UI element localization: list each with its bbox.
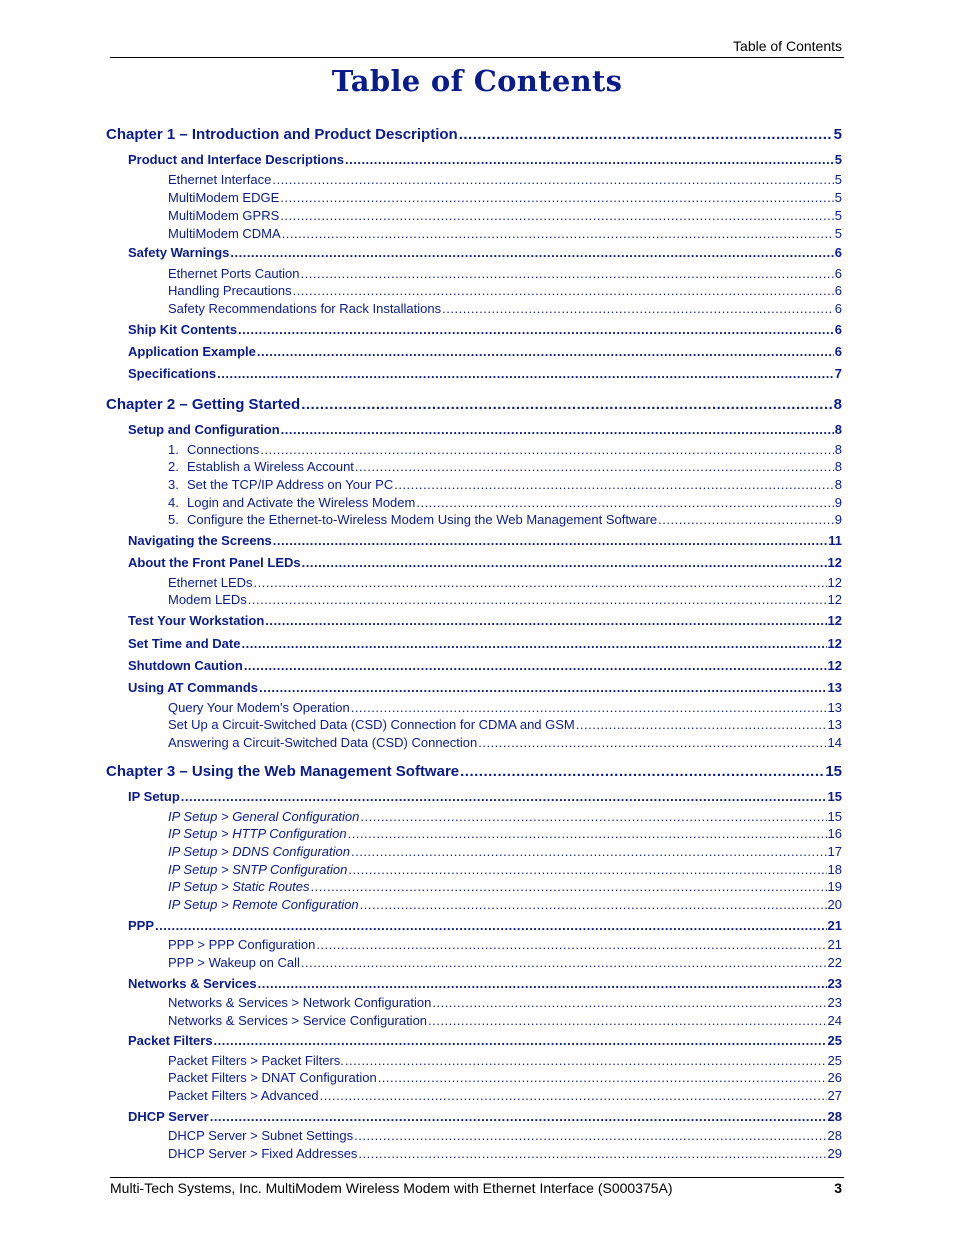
toc-section-entry[interactable] [128,636,842,651]
toc-entry-text: Networks & Services [128,976,257,991]
toc-entry-text: Chapter 3 – Using the Web Management Software [106,763,460,780]
toc-subsection-entry[interactable] [168,844,842,859]
header-rule [110,57,844,58]
toc-entry-text: Setup and Configuration [128,422,280,437]
toc-entry-text: PPP > Wakeup on Call [168,955,300,970]
toc-entry-text: Chapter 1 – Introduction and Product Description [106,126,458,143]
toc-entry-label [168,495,415,510]
toc-subsection-entry[interactable] [168,1013,842,1028]
toc-entry-text: Product and Interface Descriptions [128,152,344,167]
toc-entry-text: Networks & Services > Network Configuration [168,995,432,1010]
toc-entry-text: MultiModem GPRS [168,208,280,223]
toc-subsection-entry[interactable] [168,937,842,952]
toc-entry-label [168,862,347,877]
toc-entry-label [168,735,477,750]
toc-entry-text: Networks & Services > Service Configuration [168,1013,428,1028]
footer-rule [110,1177,844,1178]
toc-entry-text: Shutdown Caution [128,658,243,673]
toc-page-number: 28 [827,1128,842,1143]
toc-page-number: 27 [827,1088,842,1103]
dot-leader [360,897,827,912]
toc-section-entry[interactable] [128,344,842,359]
toc-entry-text: About the Front Panel LEDs [128,555,301,570]
toc-chapter-entry[interactable] [106,396,842,413]
toc-subsection-entry[interactable] [168,955,842,970]
dot-leader [257,344,834,359]
toc-entry-text: IP Setup > DDNS Configuration [168,844,350,859]
toc-entry-label [128,422,280,437]
toc-page-number: 8 [834,477,842,492]
toc-entry-text: Establish a Wireless Account [187,459,354,474]
dot-leader [345,1053,827,1068]
toc-subsection-entry[interactable] [168,495,842,510]
dot-leader [351,844,827,859]
toc-entry-text: Ship Kit Contents [128,322,238,337]
toc-entry-label [168,879,310,894]
toc-entry-label [168,809,359,824]
dot-leader [301,396,832,413]
toc-subsection-entry[interactable] [168,477,842,492]
toc-section-entry[interactable] [128,1109,842,1124]
toc-page-number: 8 [833,396,842,413]
toc-entry-label [128,636,240,651]
toc-entry-text: Application Example [128,344,256,359]
dot-leader [282,226,834,241]
toc-entry-label [128,366,216,381]
dot-leader [478,735,826,750]
toc-entry-label [128,680,258,695]
toc-entry-label [106,763,459,780]
toc-subsection-entry[interactable] [168,301,842,316]
toc-subsection-entry[interactable] [168,459,842,474]
toc-subsection-entry[interactable] [168,512,842,527]
toc-entry-text: Safety Warnings [128,245,230,260]
toc-entry-label [168,266,300,281]
toc-section-entry[interactable] [128,152,842,167]
toc-entry-text: Set Up a Circuit-Switched Data (CSD) Connection for CDMA and GSM [168,717,575,732]
toc-section-entry[interactable] [128,789,842,804]
toc-entry-text: Query Your Modem's Operation [168,700,350,715]
toc-entry-label [128,344,256,359]
toc-page-number: 5 [834,190,842,205]
toc-page-number: 6 [834,301,842,316]
toc-entry-label [168,897,359,912]
toc-subsection-entry[interactable] [168,1070,842,1085]
toc-page-number: 12 [827,613,842,628]
toc-entry-label [168,1053,344,1068]
toc-entry-number: 1. [168,442,179,457]
page-title: Table of Contents [331,64,623,98]
toc-entry-text: Packet Filters > DNAT Configuration [168,1070,377,1085]
toc-section-entry[interactable] [128,658,842,673]
toc-entry-label [128,555,301,570]
toc-subsection-entry[interactable] [168,283,842,298]
toc-entry-label [168,592,247,607]
dot-leader [230,245,833,260]
toc-subsection-entry[interactable] [168,862,842,877]
toc-page-number: 12 [827,636,842,651]
toc-page-number: 8 [834,422,842,437]
toc-page-number: 5 [834,226,842,241]
toc-entry-label [168,1070,377,1085]
toc-page-number: 25 [827,1033,842,1048]
toc-page-number: 25 [827,1053,842,1068]
toc-entry-text: IP Setup > Remote Configuration [168,897,359,912]
dot-leader [428,1013,827,1028]
toc-entry-label [168,301,441,316]
toc-page-number: 14 [827,735,842,750]
toc-subsection-entry[interactable] [168,208,842,223]
toc-chapter-entry[interactable] [106,126,842,143]
toc-entry-label [168,1013,427,1028]
toc-entry-text: DHCP Server > Subnet Settings [168,1128,354,1143]
dot-leader [254,575,827,590]
dot-leader [217,366,834,381]
toc-subsection-entry[interactable] [168,592,842,607]
toc-entry-label [168,442,259,457]
toc-entry-label [128,533,272,548]
toc-page-number: 5 [834,172,842,187]
toc-page-number: 29 [827,1146,842,1161]
toc-page-number: 15 [825,763,842,780]
toc-subsection-entry[interactable] [168,995,842,1010]
running-header: Table of Contents [733,38,842,54]
dot-leader [258,976,827,991]
toc-entry-label [168,1146,357,1161]
toc-page-number: 18 [827,862,842,877]
toc-page-number: 6 [834,266,842,281]
toc-subsection-entry[interactable] [168,735,842,750]
toc-entry-label [128,658,243,673]
toc-entry-text: IP Setup > SNTP Configuration [168,862,348,877]
toc-page-number: 13 [827,700,842,715]
toc-entry-label [168,937,315,952]
toc-subsection-entry[interactable] [168,1128,842,1143]
toc-entry-label [168,955,300,970]
toc-entry-text: Ethernet Ports Caution [168,266,300,281]
toc-entry-text: Connections [187,442,260,457]
dot-leader [214,1033,827,1048]
toc-section-entry[interactable] [128,245,842,260]
toc-entry-label [168,172,271,187]
dot-leader [244,658,827,673]
toc-page-number: 12 [827,658,842,673]
dot-leader [238,322,834,337]
toc-entry-label [168,995,431,1010]
toc-entry-label [128,1109,209,1124]
toc-entry-label [128,245,229,260]
toc-entry-text: Packet Filters > Packet Filters. [168,1053,344,1068]
toc-entry-label [168,512,657,527]
toc-page-number: 7 [834,366,842,381]
toc-subsection-entry[interactable] [168,700,842,715]
toc-page-number: 20 [827,897,842,912]
toc-entry-label [128,976,257,991]
dot-leader [354,1128,826,1143]
toc-entry-label [128,789,180,804]
toc-entry-text: DHCP Server [128,1109,209,1124]
toc-subsection-entry[interactable] [168,1088,842,1103]
dot-leader [259,680,827,695]
dot-leader [260,442,833,457]
toc-entry-text: MultiModem EDGE [168,190,280,205]
toc-entry-label [106,126,458,143]
toc-page-number: 22 [827,955,842,970]
toc-page-number: 15 [827,809,842,824]
dot-leader [301,266,834,281]
dot-leader [394,477,834,492]
toc-page-number: 6 [834,283,842,298]
toc-entry-text: IP Setup > General Configuration [168,809,360,824]
toc-page-number: 6 [834,245,842,260]
toc-entry-text: PPP [128,918,155,933]
dot-leader [265,613,826,628]
toc-page-number: 8 [834,442,842,457]
toc-entry-text: Test Your Workstation [128,613,265,628]
dot-leader [241,636,826,651]
toc-subsection-entry[interactable] [168,826,842,841]
toc-entry-number: 4. [168,495,179,510]
toc-entry-text: Set Time and Date [128,636,241,651]
toc-subsection-entry[interactable] [168,575,842,590]
dot-leader [280,190,834,205]
toc-subsection-entry[interactable] [168,717,842,732]
toc-entry-label [168,844,350,859]
toc-entry-label [128,152,344,167]
toc-entry-text: Login and Activate the Wireless Modem [187,495,416,510]
toc-entry-label [168,226,281,241]
dot-leader [272,172,833,187]
toc-subsection-entry[interactable] [168,442,842,457]
dot-leader [416,495,833,510]
dot-leader [348,862,826,877]
toc-entry-text: Packet Filters > Advanced [168,1088,319,1103]
toc-section-entry[interactable] [128,422,842,437]
footer-page-number: 3 [834,1180,842,1196]
toc-entry-label [128,613,264,628]
toc-page-number: 12 [827,555,842,570]
toc-section-entry[interactable] [128,555,842,570]
dot-leader [280,208,834,223]
toc-section-entry[interactable] [128,976,842,991]
toc-subsection-entry[interactable] [168,226,842,241]
toc-entry-label [128,1033,213,1048]
toc-page-number: 26 [827,1070,842,1085]
toc-entry-text: DHCP Server > Fixed Addresses [168,1146,358,1161]
toc-entry-text: Safety Recommendations for Rack Installations [168,301,442,316]
toc-entry-number: 3. [168,477,179,492]
toc-page-number: 23 [827,995,842,1010]
toc-page-number: 12 [827,592,842,607]
toc-entry-text: Answering a Circuit-Switched Data (CSD) Connection [168,735,478,750]
toc-entry-text: PPP > PPP Configuration [168,937,316,952]
toc-subsection-entry[interactable] [168,266,842,281]
toc-section-entry[interactable] [128,366,842,381]
toc-page-number: 21 [827,918,842,933]
toc-page-number: 9 [834,512,842,527]
toc-page-number: 9 [834,495,842,510]
dot-leader [345,152,834,167]
toc-section-entry[interactable] [128,613,842,628]
dot-leader [301,955,827,970]
dot-leader [459,126,833,143]
toc-subsection-entry[interactable] [168,809,842,824]
toc-entry-number: 2. [168,459,179,474]
dot-leader [358,1146,826,1161]
dot-leader [442,301,834,316]
toc-page-number: 11 [828,533,842,548]
toc-page-number: 16 [827,826,842,841]
toc-entry-label [168,575,253,590]
toc-subsection-entry[interactable] [168,897,842,912]
toc-entry-text: IP Setup [128,789,180,804]
toc-entry-label [128,322,237,337]
footer-text: Multi-Tech Systems, Inc. MultiModem Wireless Modem with Ethernet Interface (S000375A) [110,1180,673,1196]
toc-subsection-entry[interactable] [168,172,842,187]
dot-leader [210,1109,827,1124]
dot-leader [658,512,834,527]
dot-leader [293,283,834,298]
dot-leader [248,592,827,607]
toc-entry-text: MultiModem CDMA [168,226,281,241]
toc-subsection-entry[interactable] [168,190,842,205]
toc-entry-label [168,208,279,223]
toc-page-number: 13 [827,717,842,732]
dot-leader [320,1088,827,1103]
dot-leader [348,826,827,841]
dot-leader [576,717,827,732]
toc-page-number: 21 [827,937,842,952]
toc-entry-text: IP Setup > HTTP Configuration [168,826,347,841]
toc-entry-text: Using AT Commands [128,680,259,695]
toc-entry-text: IP Setup > Static Routes [168,879,310,894]
toc-page-number: 5 [834,152,842,167]
toc-page-number: 6 [834,322,842,337]
toc-entry-label [168,717,575,732]
toc-entry-label [168,1088,319,1103]
toc-chapter-entry[interactable] [106,763,842,780]
toc-section-entry[interactable] [128,533,842,548]
toc-entry-label [168,1128,353,1143]
dot-leader [181,789,827,804]
toc-entry-text: Modem LEDs [168,592,247,607]
toc-page-number: 8 [834,459,842,474]
toc-entry-text: Chapter 2 – Getting Started [106,396,301,413]
dot-leader [351,700,827,715]
toc-entry-text: Packet Filters [128,1033,213,1048]
toc-entry-label [168,826,347,841]
dot-leader [355,459,834,474]
toc-page-number: 15 [827,789,842,804]
toc-page-number: 23 [827,976,842,991]
toc-entry-label [168,459,354,474]
dot-leader [316,937,826,952]
dot-leader [378,1070,827,1085]
dot-leader [432,995,826,1010]
toc-section-entry[interactable] [128,680,842,695]
toc-section-entry[interactable] [128,918,842,933]
toc-entry-label [128,918,154,933]
dot-leader [273,533,827,548]
toc-entry-text: Ethernet LEDs [168,575,253,590]
toc-page-number: 6 [834,344,842,359]
toc-entry-label [168,283,292,298]
toc-page-number: 17 [827,844,842,859]
toc-entry-text: Ethernet Interface [168,172,272,187]
toc-entry-label [168,190,279,205]
toc-page-number: 5 [834,208,842,223]
toc-subsection-entry[interactable] [168,1146,842,1161]
toc-page-number: 12 [827,575,842,590]
toc-entry-label [106,396,300,413]
toc-entry-text: Specifications [128,366,217,381]
dot-leader [155,918,827,933]
toc-section-entry[interactable] [128,1033,842,1048]
toc-entry-text: Configure the Ethernet-to-Wireless Modem Using the Web Management Software [187,512,658,527]
toc-page-number: 19 [827,879,842,894]
dot-leader [311,879,827,894]
toc-page-number: 5 [833,126,842,143]
toc-subsection-entry[interactable] [168,1053,842,1068]
toc-entry-number: 5. [168,512,179,527]
dot-leader [302,555,827,570]
toc-section-entry[interactable] [128,322,842,337]
toc-subsection-entry[interactable] [168,879,842,894]
dot-leader [281,422,834,437]
toc-entry-label [168,477,393,492]
toc-entry-text: Set the TCP/IP Address on Your PC [187,477,394,492]
dot-leader [460,763,824,780]
toc-page-number: 24 [827,1013,842,1028]
dot-leader [360,809,826,824]
toc-page-number: 28 [827,1109,842,1124]
toc-entry-text: Handling Precautions [168,283,292,298]
toc-page-number: 13 [827,680,842,695]
toc-entry-label [168,700,350,715]
toc-entry-text: Navigating the Screens [128,533,272,548]
